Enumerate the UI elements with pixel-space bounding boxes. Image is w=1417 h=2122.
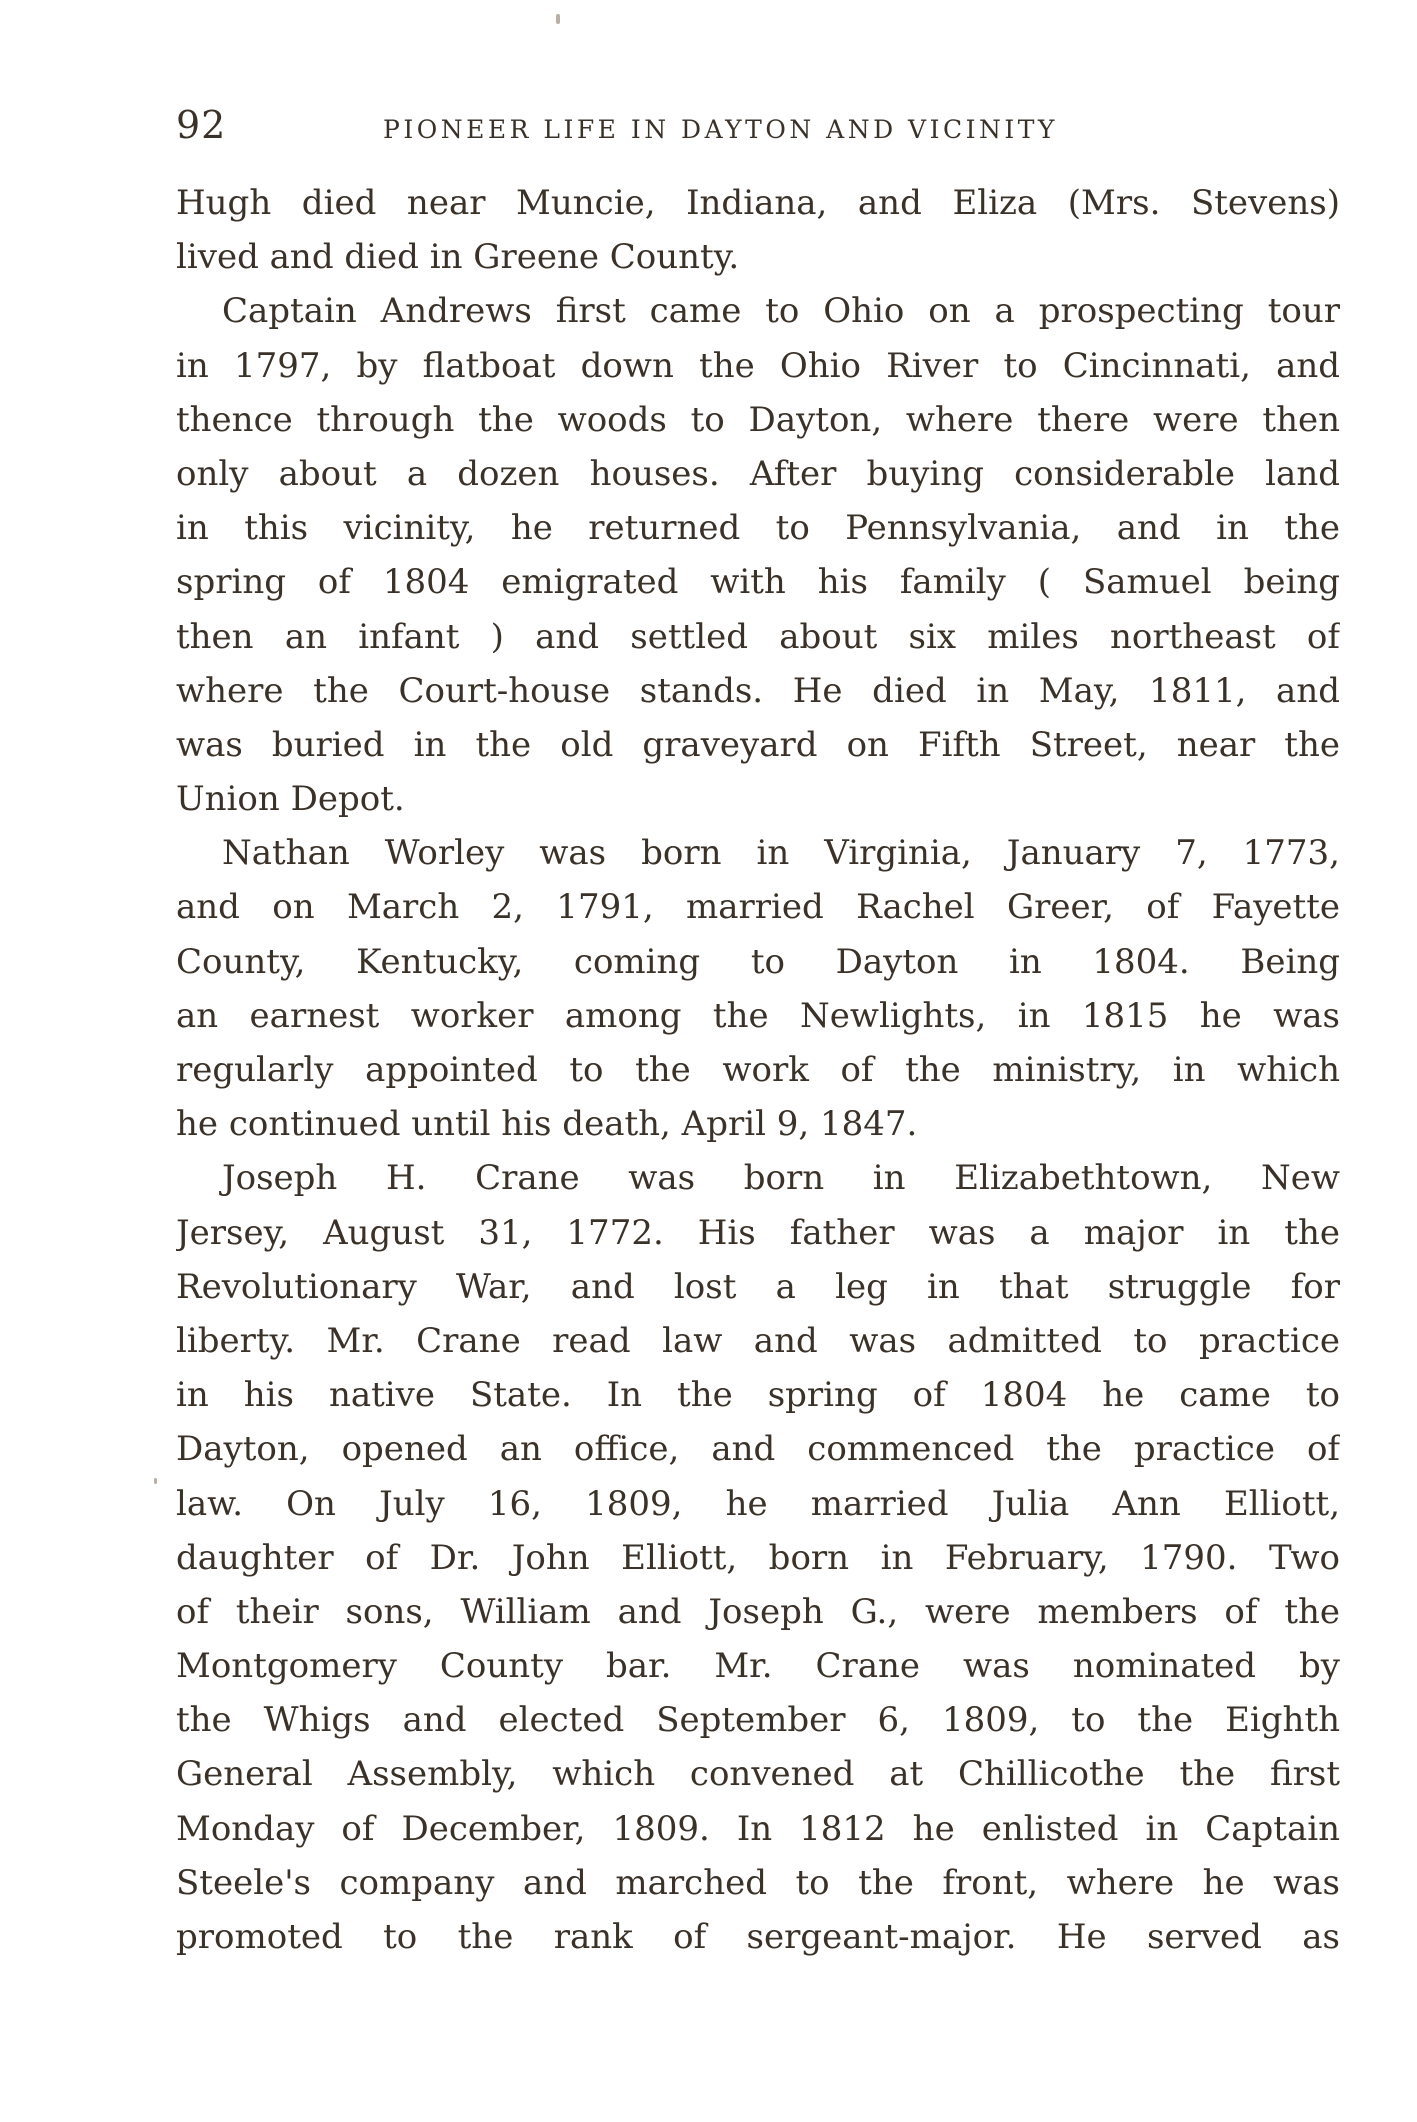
text-line: Dayton, opened an office, and commenced the practice of bbox=[176, 1429, 1340, 1470]
text-line: only about a dozen houses. After buying considerable land bbox=[176, 453, 1340, 494]
text-line: regularly appointed to the work of the ministry, in which bbox=[176, 1050, 1340, 1090]
text-line: Hugh died near Muncie, Indiana, and Eliza (Mrs. Stevens) bbox=[176, 183, 1340, 223]
text-line: Captain Andrews first came to Ohio on a prospecting tour bbox=[222, 291, 1340, 332]
text-line: in 1797, by flatboat down the Ohio River to Cincinnati, and bbox=[176, 345, 1340, 386]
text-line: he continued until his death, April 9, 1847. bbox=[176, 1104, 918, 1145]
text-line: promoted to the rank of sergeant-major. He served as bbox=[176, 1917, 1340, 1957]
text-line: daughter of Dr. John Elliott, born in February, 1790. Two bbox=[176, 1537, 1340, 1578]
text-line: County, Kentucky, coming to Dayton in 1804. Being bbox=[176, 941, 1340, 982]
paragraph bbox=[176, 826, 1340, 1151]
paragraph bbox=[176, 1151, 1340, 1964]
text-line: law. On July 16, 1809, he married Julia Ann Elliott, bbox=[176, 1483, 1340, 1524]
page-header bbox=[176, 103, 1336, 163]
text-line: an earnest worker among the Newlights, in 1815 he was bbox=[176, 995, 1340, 1036]
text-line: was buried in the old graveyard on Fifth Street, near the bbox=[176, 724, 1340, 765]
text-line: in this vicinity, he returned to Pennsylvania, and in the bbox=[176, 508, 1340, 549]
text-line: of their sons, William and Joseph G., were members of the bbox=[176, 1591, 1340, 1632]
text-line: Montgomery County bar. Mr. Crane was nominated by bbox=[176, 1646, 1340, 1687]
text-line: in his native State. In the spring of 1804 he came to bbox=[176, 1375, 1340, 1416]
text-line: and on March 2, 1791, married Rachel Greer, of Fayette bbox=[176, 887, 1340, 928]
text-line: lived and died in Greene County. bbox=[176, 237, 740, 278]
text-line: Union Depot. bbox=[176, 779, 405, 820]
body-text bbox=[176, 176, 1340, 1964]
page-number: 92 bbox=[176, 103, 227, 147]
paragraph bbox=[176, 176, 1340, 284]
text-line: the Whigs and elected September 6, 1809, to the Eighth bbox=[176, 1700, 1340, 1741]
running-title: PIONEER LIFE IN DAYTON AND VICINITY bbox=[383, 115, 1058, 144]
text-line: Joseph H. Crane was born in Elizabethtown, New bbox=[222, 1158, 1340, 1199]
text-line: Steele's company and marched to the front, where he was bbox=[176, 1862, 1340, 1903]
ink-speck-top bbox=[556, 14, 560, 24]
text-line: Monday of December, 1809. In 1812 he enlisted in Captain bbox=[176, 1808, 1340, 1849]
text-line: Jersey, August 31, 1772. His father was a major in the bbox=[176, 1212, 1340, 1253]
text-line: General Assembly, which convened at Chillicothe the first bbox=[176, 1754, 1340, 1795]
text-line: Nathan Worley was born in Virginia, January 7, 1773, bbox=[222, 833, 1340, 874]
text-line: spring of 1804 emigrated with his family ( Samuel being bbox=[176, 562, 1340, 603]
paragraph bbox=[176, 284, 1340, 826]
text-line: liberty. Mr. Crane read law and was admitted to practice bbox=[176, 1320, 1340, 1361]
text-line: thence through the woods to Dayton, where there were then bbox=[176, 399, 1340, 440]
ink-speck-left bbox=[154, 1478, 157, 1484]
text-line: Revolutionary War, and lost a leg in that struggle for bbox=[176, 1266, 1340, 1307]
text-line: then an infant ) and settled about six miles northeast of bbox=[176, 616, 1340, 657]
text-line: where the Court-house stands. He died in May, 1811, and bbox=[176, 670, 1340, 711]
